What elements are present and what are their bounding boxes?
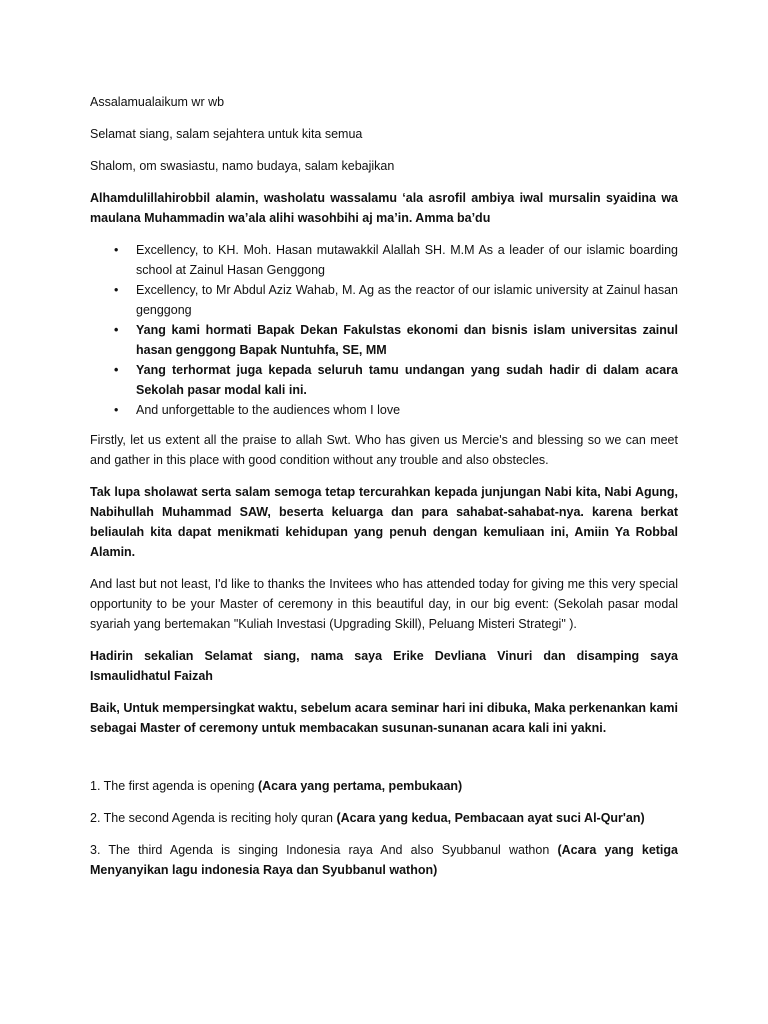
list-item-text: Yang kami hormati Bapak Dekan Fakulstas ekonomi dan bisnis islam universitas zainul hasan genggong Bapak Nuntuhfa, SE, MM <box>136 323 678 357</box>
agenda-intro-paragraph: Baik, Untuk mempersingkat waktu, sebelum acara seminar hari ini dibuka, Maka perkenankan kami sebagai Master of ceremony untuk membacakan susunan-sunanan acara kali ini yakni. <box>90 701 678 735</box>
bullet-icon: • <box>114 283 119 297</box>
introduction-paragraph: Hadirin sekalian Selamat siang, nama saya Erike Devliana Vinuri dan disamping saya Ismaulidhatul Faizah <box>90 649 678 683</box>
agenda-item <box>90 840 678 880</box>
list-item-text: Excellency, to KH. Moh. Hasan mutawakkil Alallah SH. M.M As a leader of our islamic boarding school at Zainul Hasan Genggong <box>136 243 678 277</box>
opening-paragraph: Alhamdulillahirobbil alamin, washolatu wassalamu ‘ala asrofil ambiya iwal mursalin syaidina wa maulana Muhammadin wa’ala alihi wasohbihi aj ma’in. Amma ba’du <box>90 191 678 225</box>
salutation-list <box>90 240 678 420</box>
bullet-icon: • <box>114 323 119 337</box>
list-item-text: And unforgettable to the audiences whom I love <box>136 403 401 417</box>
greeting-line: Shalom, om swasiastu, namo budaya, salam kebajikan <box>90 159 395 173</box>
list-item <box>90 400 678 420</box>
thanks-paragraph: And last but not least, I'd like to thanks the Invitees who has attended today for giving me this very special opportunity to be your Master of ceremony in this beautiful day, in our big event: (Sekolah pasar modal syariah yang bertemakan "Kuliah Investasi (Upgrading Skill), Peluang Misteri Strategi" ). <box>90 577 678 631</box>
agenda-item-english: 1. The first agenda is opening <box>90 779 258 793</box>
agenda-item-english: 3. The third Agenda is singing Indonesia raya And also Syubbanul wathon <box>90 843 558 857</box>
greeting-line: Assalamualaikum wr wb <box>90 95 225 109</box>
bullet-icon: • <box>114 243 119 257</box>
blank-space <box>90 750 678 776</box>
agenda-item <box>90 776 678 796</box>
bullet-icon: • <box>114 403 119 417</box>
document-page <box>90 92 678 892</box>
list-item <box>90 320 678 360</box>
agenda-item <box>90 808 678 828</box>
sholawat-paragraph: Tak lupa sholawat serta salam semoga tetap tercurahkan kepada junjungan Nabi kita, Nabi Agung, Nabihullah Muhammad SAW, beserta keluarga dan para sahabat-sahabat-nya. karena berkat beliaulah kita dapat menikmati kehidupan yang penuh dengan kemuliaan ini, Amiin Ya Robbal Alamin. <box>90 485 678 559</box>
list-item <box>90 360 678 400</box>
bullet-icon: • <box>114 363 119 377</box>
agenda-item-indonesian: (Acara yang kedua, Pembacaan ayat suci Al-Qur'an) <box>336 811 645 825</box>
list-item-text: Excellency, to Mr Abdul Aziz Wahab, M. Ag as the reactor of our islamic university at Zainul hasan genggong <box>136 283 678 317</box>
agenda-item-english: 2. The second Agenda is reciting holy quran <box>90 811 337 825</box>
list-item <box>90 280 678 320</box>
agenda-item-indonesian: (Acara yang ketiga Menyanyikan lagu indonesia Raya dan Syubbanul wathon) <box>90 843 678 877</box>
list-item-text: Yang terhormat juga kepada seluruh tamu undangan yang sudah hadir di dalam acara Sekolah pasar modal kali ini. <box>136 363 678 397</box>
list-item <box>90 240 678 280</box>
greeting-line: Selamat siang, salam sejahtera untuk kita semua <box>90 127 363 141</box>
agenda-item-indonesian: (Acara yang pertama, pembukaan) <box>257 779 463 793</box>
praise-paragraph: Firstly, let us extent all the praise to allah Swt. Who has given us Mercie's and blessing so we can meet and gather in this place with good condition without any trouble and also obsteсles. <box>90 433 678 467</box>
